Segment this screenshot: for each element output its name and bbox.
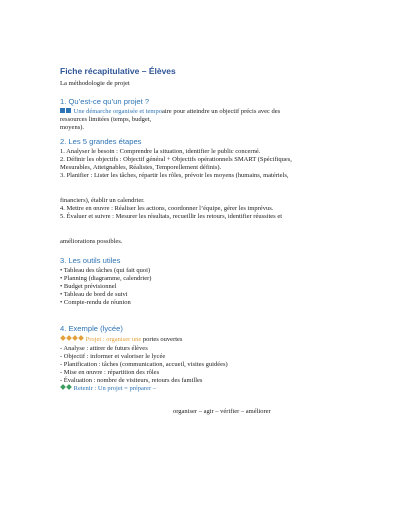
definition-text: pour atteindre un objectif précis avec des	[173, 108, 281, 115]
document-subtitle: La méthodologie de projet	[60, 80, 130, 87]
step-line: 4. Mettre en œuvre : Réaliser les actions, coordonner l’équipe, gérer les imprévus.	[60, 205, 274, 212]
tool-item: • Budget prévisionnel	[60, 283, 117, 290]
diamond-icon	[78, 335, 84, 341]
tool-item: • Tableau de bord de suivi	[60, 291, 128, 298]
diamond-icon	[60, 384, 66, 390]
example-item: - Analyse : attirer de futurs élèves	[60, 345, 148, 352]
example-item: - Objectif : informer et valoriser le lycée	[60, 353, 166, 360]
example-item: - Mise en œuvre : répartition des rôles	[60, 369, 160, 376]
definition-highlight: Une démarche organisée et tempo	[73, 108, 162, 115]
diamond-icon	[60, 335, 66, 341]
square-bullet-icon	[66, 108, 71, 113]
section-1-line-2: ressources limitées (temps, budget,	[60, 116, 152, 123]
retain-line	[60, 385, 156, 393]
tool-item: • Planning (diagramme, calendrier)	[60, 275, 152, 282]
project-label: Projet : organiser une	[85, 336, 142, 343]
step-line: améliorations possibles.	[60, 238, 123, 245]
project-tail: portes ouvertes	[142, 336, 183, 343]
diamond-icon	[66, 335, 72, 341]
document-title: Fiche récapitulative – Élèves	[60, 66, 176, 76]
step-line: financiers), établir un calendrier.	[60, 197, 145, 204]
example-item: - Planification : tâches (communication, accueil, visites guidées)	[60, 361, 228, 368]
retain-label: Retenir : Un projet = préparer –	[73, 385, 156, 392]
square-bullet-icon	[60, 108, 65, 113]
tool-item: • Compte-rendu de réunion	[60, 299, 131, 306]
tool-item: • Tableau des tâches (qui fait quoi)	[60, 267, 151, 274]
section-1-line-3: moyens).	[60, 124, 85, 131]
section-2-heading: 2. Les 5 grandes étapes	[60, 137, 142, 146]
retain-tail: organiser – agir – vérifier – améliorer	[173, 408, 271, 415]
section-1-heading: 1. Qu’est-ce qu’un projet ?	[60, 97, 150, 106]
section-3-heading: 3. Les outils utiles	[60, 256, 121, 265]
step-line: 2. Définir les objectifs : Objectif général + Objectifs opérationnels SMART (Spécifiques,	[60, 156, 292, 163]
example-item: - Évaluation : nombre de visiteurs, retours des familles	[60, 377, 203, 384]
definition-overlap: aire	[161, 108, 172, 115]
diamond-icon	[72, 335, 78, 341]
step-line: 5. Évaluer et suivre : Mesurer les résultats, recueillir les retours, identifier réussites et	[60, 213, 283, 220]
step-line: Mesurables, Atteignables, Réalistes, Temporellement définis).	[60, 164, 222, 171]
section-4-heading: 4. Exemple (lycée)	[60, 324, 123, 333]
step-line: 1. Analyser le besoin : Comprendre la situation, identifier le public concerné.	[60, 148, 261, 155]
example-project-line	[60, 336, 182, 344]
diamond-icon	[66, 384, 72, 390]
section-1-line-1	[60, 108, 280, 116]
step-line: 3. Planifier : Lister les tâches, répartir les rôles, prévoir les moyens (humains, matériels,	[60, 172, 289, 179]
